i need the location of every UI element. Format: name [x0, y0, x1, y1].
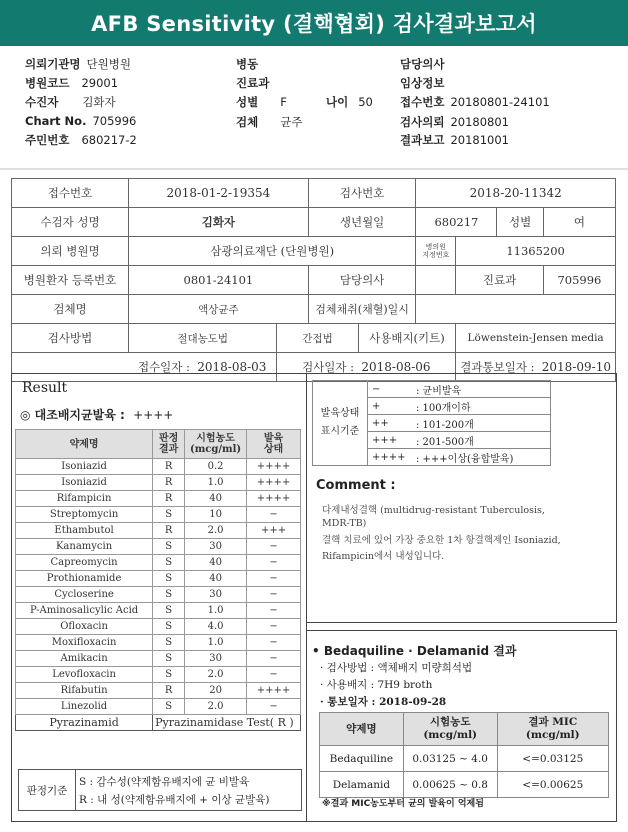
- drug-conc: 1.0: [185, 475, 247, 491]
- bdq-row: [320, 772, 609, 798]
- drug-name: Ethambutol: [16, 523, 153, 539]
- drug-table-header: [16, 430, 301, 459]
- drug-name: Prothionamide: [16, 571, 153, 587]
- legend-desc: : 201-500개: [412, 432, 551, 449]
- drug-name: Capreomycin: [16, 555, 153, 571]
- control-growth: [20, 406, 173, 423]
- comment-line: 결핵 치료에 있어 가장 중요한 1차 항결핵제인 Isoniazid,: [322, 535, 561, 546]
- drug-judge: S: [153, 619, 185, 635]
- criteria-s: S : 감수성(약제함유배지에 균 비발육: [79, 776, 250, 788]
- drug-row: [16, 475, 301, 491]
- drug-conc: 40: [185, 571, 247, 587]
- form-value: 705996: [543, 266, 615, 295]
- drug-judge: R: [153, 491, 185, 507]
- drug-row: [16, 571, 301, 587]
- col-header: 약제명: [320, 713, 404, 746]
- drug-row: [16, 635, 301, 651]
- drug-growth: ++++: [247, 683, 301, 699]
- form-value: [416, 295, 616, 324]
- form-value: 2018-08-06: [361, 360, 431, 374]
- drug-growth: −: [247, 539, 301, 555]
- drug-judge: S: [153, 555, 185, 571]
- form-label-line: 지정번호: [422, 251, 450, 259]
- form-value: 0801-24101: [129, 266, 309, 295]
- drug-judge: S: [153, 667, 185, 683]
- drug-conc: 20: [185, 683, 247, 699]
- legend-symbol: ++: [368, 415, 413, 432]
- drug-name: Linezolid: [16, 699, 153, 715]
- drug-judge: S: [153, 651, 185, 667]
- col-header-line: (mcg/ml): [525, 729, 580, 741]
- form-value: 680217: [416, 208, 497, 237]
- legend-desc: : 100개이하: [412, 398, 551, 415]
- col-header-line: (mcg/ml): [423, 729, 478, 741]
- form-value: 간접법: [277, 324, 358, 353]
- drug-growth: ++++: [247, 475, 301, 491]
- form-value: 액상균주: [129, 295, 309, 324]
- drug-name: Delamanid: [320, 772, 404, 798]
- bdq-method: · 검사방법 : 액체배지 미량희석법: [320, 662, 473, 674]
- drug-conc: 4.0: [185, 619, 247, 635]
- info-request-date: [400, 114, 509, 130]
- drug-conc: 40: [185, 555, 247, 571]
- drug-conc: 2.0: [185, 699, 247, 715]
- drug-judge: S: [153, 507, 185, 523]
- drug-row: [16, 699, 301, 715]
- drug-growth: ++++: [247, 459, 301, 475]
- col-header: [153, 430, 185, 459]
- drug-name: Moxifloxacin: [16, 635, 153, 651]
- drug-conc: 2.0: [185, 523, 247, 539]
- report-title: AFB Sensitivity (결핵협회) 검사결과보고서: [0, 0, 628, 46]
- drug-growth: −: [247, 635, 301, 651]
- drug-name: Isoniazid: [16, 475, 153, 491]
- info-label: 검사의뢰: [400, 115, 445, 129]
- form-label: 담당의사: [308, 266, 416, 295]
- info-label: 임상정보: [400, 76, 445, 90]
- info-value: 20181001: [450, 133, 509, 147]
- drug-growth: −: [247, 555, 301, 571]
- info-label: 접수번호: [400, 95, 445, 109]
- bdq-row: [320, 746, 609, 772]
- drug-growth: −: [247, 667, 301, 683]
- form-label: 검체명: [12, 295, 129, 324]
- drug-conc: 30: [185, 539, 247, 555]
- drug-judge: R: [153, 459, 185, 475]
- info-ward: [236, 56, 258, 72]
- form-value: 2018-20-11342: [416, 179, 616, 208]
- comment-line: 다제내성결핵 (multidrug-resistant Tuberculosis,: [322, 505, 545, 516]
- drug-row: [16, 555, 301, 571]
- criteria-label: 판정기준: [19, 770, 76, 810]
- form-label: 의뢰 병원명: [12, 237, 129, 266]
- info-value: 705996: [92, 114, 137, 128]
- drug-growth: −: [247, 507, 301, 523]
- drug-judge: S: [153, 635, 185, 651]
- drug-name: Bedaquiline: [320, 746, 404, 772]
- drug-judge: S: [153, 699, 185, 715]
- drug-judge: R: [153, 475, 185, 491]
- form-row: [12, 266, 616, 295]
- form-label: 진료과: [456, 266, 544, 295]
- info-chart-no: [25, 114, 136, 128]
- form-value: 김화자: [129, 208, 309, 237]
- info-value: 50: [358, 95, 373, 109]
- drug-name: Streptomycin: [16, 507, 153, 523]
- drug-conc: 2.0: [185, 667, 247, 683]
- info-dept: [236, 75, 269, 91]
- drug-row: [16, 667, 301, 683]
- drug-growth: −: [247, 651, 301, 667]
- form-label-line: 병의원: [425, 243, 446, 251]
- drug-growth: −: [247, 587, 301, 603]
- control-label: ◎ 대조배지균발육 :: [20, 408, 125, 422]
- info-value: 29001: [81, 76, 119, 90]
- legend-row: [313, 381, 551, 398]
- info-label: 주민번호: [25, 133, 70, 147]
- form-label: 생년월일: [308, 208, 416, 237]
- info-resident-no: [25, 132, 137, 148]
- info-value: 김화자: [82, 95, 116, 109]
- col-header-line: 결과: [158, 444, 179, 455]
- drug-conc: 1.0: [185, 603, 247, 619]
- drug-growth: −: [247, 699, 301, 715]
- legend-desc: : 균비발육: [412, 381, 551, 398]
- col-header-line: 발육: [263, 433, 284, 444]
- divider: [0, 168, 628, 170]
- drug-row: [16, 603, 301, 619]
- form-label: 접수일자 :: [137, 360, 190, 374]
- info-sex: [236, 94, 287, 110]
- drug-name: Isoniazid: [16, 459, 153, 475]
- info-label: 진료과: [236, 76, 270, 90]
- info-label: 병원코드: [25, 76, 70, 90]
- drug-judge: S: [153, 539, 185, 555]
- info-label: 결과보고: [400, 133, 445, 147]
- legend-label-line: 표시기준: [320, 426, 360, 437]
- legend-desc: : 101-200개: [412, 415, 551, 432]
- info-label: 의뢰기관명: [25, 57, 81, 71]
- bdq-title: • Bedaquiline · Delamanid 결과: [312, 644, 517, 658]
- info-hospital-code: [25, 75, 118, 91]
- form-value: Löwenstein-Jensen media: [456, 324, 616, 353]
- criteria-r: R : 내 성(약제함유배지에 + 이상 균발육): [79, 794, 270, 806]
- drug-row: [16, 491, 301, 507]
- bdq-table: [319, 712, 609, 798]
- form-label: 검사번호: [308, 179, 416, 208]
- drug-conc: 1.0: [185, 635, 247, 651]
- drug-name: Pyrazinamid: [16, 715, 153, 731]
- drug-name: Rifampicin: [16, 491, 153, 507]
- growth-legend-table: [312, 380, 551, 466]
- col-header-line: 시험농도: [196, 433, 235, 444]
- col-header: [185, 430, 247, 459]
- form-value: 2018-01-2-19354: [129, 179, 309, 208]
- drug-conc: 40: [185, 491, 247, 507]
- info-value: 단원병원: [86, 57, 131, 71]
- col-header-line: 시험농도: [429, 716, 471, 728]
- col-header: [403, 713, 497, 746]
- info-report-date: [400, 132, 509, 148]
- drug-row: [16, 459, 301, 475]
- form-value: [416, 266, 456, 295]
- legend-label: [313, 381, 368, 466]
- drug-growth: −: [247, 619, 301, 635]
- info-label: 담당의사: [400, 57, 445, 71]
- form-row: [12, 179, 616, 208]
- col-header: [247, 430, 301, 459]
- drug-judge: S: [153, 603, 185, 619]
- comment-line: Rifampicin에서 내성입니다.: [322, 551, 445, 562]
- comment-title: Comment :: [316, 478, 396, 493]
- drug-name: Cycloserine: [16, 587, 153, 603]
- drug-row: [16, 539, 301, 555]
- pyz-test: Pyrazinamidase Test( R ): [153, 715, 301, 731]
- legend-desc: : +++이상(융합발육): [412, 449, 551, 466]
- col-header-line: (mcg/ml): [189, 444, 242, 455]
- info-value: 균주: [280, 115, 303, 129]
- info-label: 수진자: [25, 95, 59, 109]
- form-row: [12, 324, 616, 353]
- form-value: 2018-08-03: [197, 360, 267, 374]
- bdq-report-date: · 통보일자 : 2018-09-28: [320, 696, 447, 708]
- form-label: 검사방법: [12, 324, 129, 353]
- col-header: 약제명: [16, 430, 153, 459]
- form-label: 사용배지(키트): [358, 324, 456, 353]
- form-label: 접수번호: [12, 179, 129, 208]
- col-header-line: 결과 MIC: [528, 716, 578, 728]
- request-form-table: [11, 178, 616, 382]
- form-label: 병원환자 등록번호: [12, 266, 129, 295]
- info-value: F: [280, 95, 287, 109]
- form-row: [12, 208, 616, 237]
- form-label: 검체채취(채혈)일시: [308, 295, 416, 324]
- info-receipt-no: [400, 94, 550, 110]
- drug-row: [16, 619, 301, 635]
- drug-conc: 10: [185, 507, 247, 523]
- drug-growth: −: [247, 571, 301, 587]
- info-label: 나이: [326, 95, 349, 109]
- info-clinical: [400, 75, 450, 91]
- drug-name: Rifabutin: [16, 683, 153, 699]
- drug-row: [16, 683, 301, 699]
- drug-name: Levofloxacin: [16, 667, 153, 683]
- form-value: 여: [543, 208, 615, 237]
- drug-growth: ++++: [247, 491, 301, 507]
- info-label: 병동: [236, 57, 259, 71]
- drug-row: [16, 651, 301, 667]
- drug-growth: −: [247, 603, 301, 619]
- info-hospital-name: [25, 56, 131, 72]
- info-specimen: [236, 114, 302, 130]
- info-patient: [25, 94, 116, 110]
- pyrazinamide-row: [16, 715, 301, 731]
- comment-line: MDR-TB): [322, 518, 367, 529]
- form-row: [12, 295, 616, 324]
- form-label: 성별: [497, 208, 543, 237]
- drug-name: P-Aminosalicylic Acid: [16, 603, 153, 619]
- form-value: 2018-09-10: [541, 360, 611, 374]
- info-label: 검체: [236, 115, 259, 129]
- bdq-medium: · 사용배지 : 7H9 broth: [320, 679, 433, 691]
- info-value: 20180801-24101: [450, 95, 550, 109]
- drug-judge: S: [153, 587, 185, 603]
- info-doctor: [400, 56, 450, 72]
- form-row: [12, 237, 616, 266]
- drug-table: [15, 429, 301, 731]
- legend-symbol: ++++: [368, 449, 413, 466]
- bdq-note: ※결과 MIC농도부터 균의 발육이 억제됨: [322, 799, 484, 809]
- drug-mic: <=0.03125: [497, 746, 608, 772]
- form-value: 삼광의료재단 (단원병원): [129, 237, 416, 266]
- bdq-header: [320, 713, 609, 746]
- drug-judge: R: [153, 523, 185, 539]
- legend-label-line: 발육상태: [320, 408, 360, 419]
- drug-mic: <=0.00625: [497, 772, 608, 798]
- drug-conc: 30: [185, 587, 247, 603]
- info-value: 20180801: [450, 115, 509, 129]
- info-label: 성별: [236, 95, 259, 109]
- form-value: 11365200: [456, 237, 616, 266]
- drug-name: Ofloxacin: [16, 619, 153, 635]
- drug-conc: 0.2: [185, 459, 247, 475]
- legend-symbol: +++: [368, 432, 413, 449]
- control-value: ++++: [133, 408, 174, 422]
- form-value: 절대농도법: [129, 324, 277, 353]
- drug-row: [16, 587, 301, 603]
- result-title: Result: [22, 380, 68, 396]
- legend-symbol: −: [368, 381, 413, 398]
- form-label: [416, 237, 456, 266]
- form-label: 수검자 성명: [12, 208, 129, 237]
- drug-conc: 0.00625 ~ 0.8: [403, 772, 497, 798]
- col-header-line: 판정: [158, 433, 179, 444]
- info-label: Chart No.: [25, 114, 87, 128]
- drug-conc: 30: [185, 651, 247, 667]
- form-label: 결과통보일자 :: [460, 360, 535, 374]
- drug-conc: 0.03125 ~ 4.0: [403, 746, 497, 772]
- drug-growth: +++: [247, 523, 301, 539]
- drug-row: [16, 523, 301, 539]
- drug-judge: R: [153, 683, 185, 699]
- col-header-line: 상태: [263, 444, 284, 455]
- info-age: [326, 94, 373, 110]
- legend-symbol: +: [368, 398, 413, 415]
- drug-name: Amikacin: [16, 651, 153, 667]
- drug-row: [16, 507, 301, 523]
- drug-name: Kanamycin: [16, 539, 153, 555]
- form-label: 검사일자 :: [302, 360, 355, 374]
- info-value: 680217-2: [81, 133, 137, 147]
- col-header: [497, 713, 608, 746]
- drug-judge: S: [153, 571, 185, 587]
- criteria-box: [18, 769, 302, 811]
